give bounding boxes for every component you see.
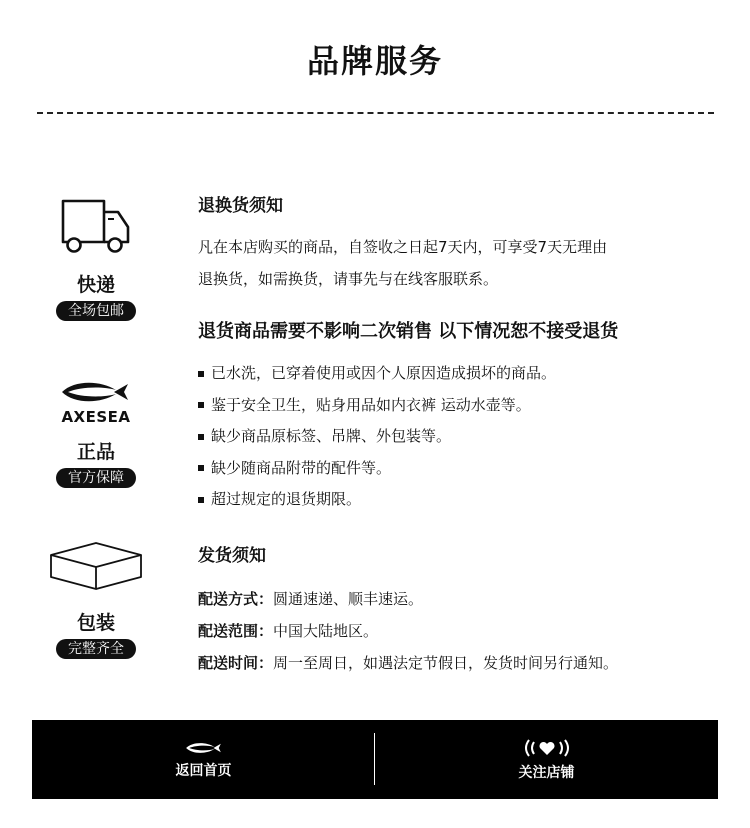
home-button[interactable]: [32, 720, 375, 799]
bullet-square-icon: [198, 465, 204, 471]
shipping-section: [198, 545, 728, 679]
authentic-label: 正品: [76, 441, 115, 463]
follow-store-label: 关注店铺: [518, 764, 575, 781]
conditions-heading: 退货商品需要不影响二次销售 以下情况恕不接受退货: [198, 321, 619, 342]
returns-text: [198, 231, 728, 295]
brand-logo: [58, 378, 134, 406]
conditions-list: [198, 358, 728, 516]
footer-bar: [32, 720, 718, 799]
delivery-label: 快递: [76, 274, 115, 296]
follow-store-button[interactable]: [375, 720, 718, 799]
bullet-square-icon: [198, 371, 204, 377]
authentic-badge: 官方保障: [56, 468, 136, 488]
conditions-section: [198, 320, 728, 516]
heart-signal-icon: [521, 738, 573, 758]
returns-line-2: 退换货，如需换货，请事先与在线客服联系。: [198, 270, 499, 288]
authentic-block: [40, 366, 152, 488]
brand-fish-icon: [184, 740, 224, 756]
shipping-time: 配送时间：周一至周日，如遇法定节假日，发货时间另行通知。: [198, 654, 619, 672]
home-button-label: 返回首页: [175, 762, 232, 779]
list-item: 超过规定的退货期限。: [198, 484, 728, 516]
package-badge: 完整齐全: [56, 639, 136, 659]
bullet-square-icon: [198, 402, 204, 408]
box-icon: [48, 539, 144, 591]
truck-icon: [60, 197, 132, 257]
list-item: 缺少商品原标签、吊牌、外包装等。: [198, 421, 728, 453]
returns-heading: 退换货须知: [198, 196, 283, 216]
bullet-square-icon: [198, 497, 204, 503]
delivery-badge: 全场包邮: [56, 301, 136, 321]
list-item: 已水洗，已穿着使用或因个人原因造成损坏的商品。: [198, 358, 728, 390]
package-block: [40, 535, 152, 659]
shipping-heading: 发货须知: [198, 546, 266, 566]
brand-logo-text: AXESEA: [61, 408, 131, 426]
shipping-range: 配送范围：中国大陆地区。: [198, 622, 379, 640]
dashed-divider: [37, 112, 714, 114]
page-title: 品牌服务: [306, 42, 443, 80]
returns-section: [198, 195, 728, 295]
delivery-block: [40, 187, 152, 321]
shipping-method: 配送方式：圆通速递、顺丰速运。: [198, 590, 424, 608]
list-item: 鉴于安全卫生，贴身用品如内衣裤 运动水壶等。: [198, 390, 728, 422]
bullet-square-icon: [198, 434, 204, 440]
list-item: 缺少随商品附带的配件等。: [198, 453, 728, 485]
returns-line-1: 凡在本店购买的商品，自签收之日起7天内，可享受7天无理由: [198, 238, 608, 256]
package-label: 包装: [76, 612, 115, 634]
